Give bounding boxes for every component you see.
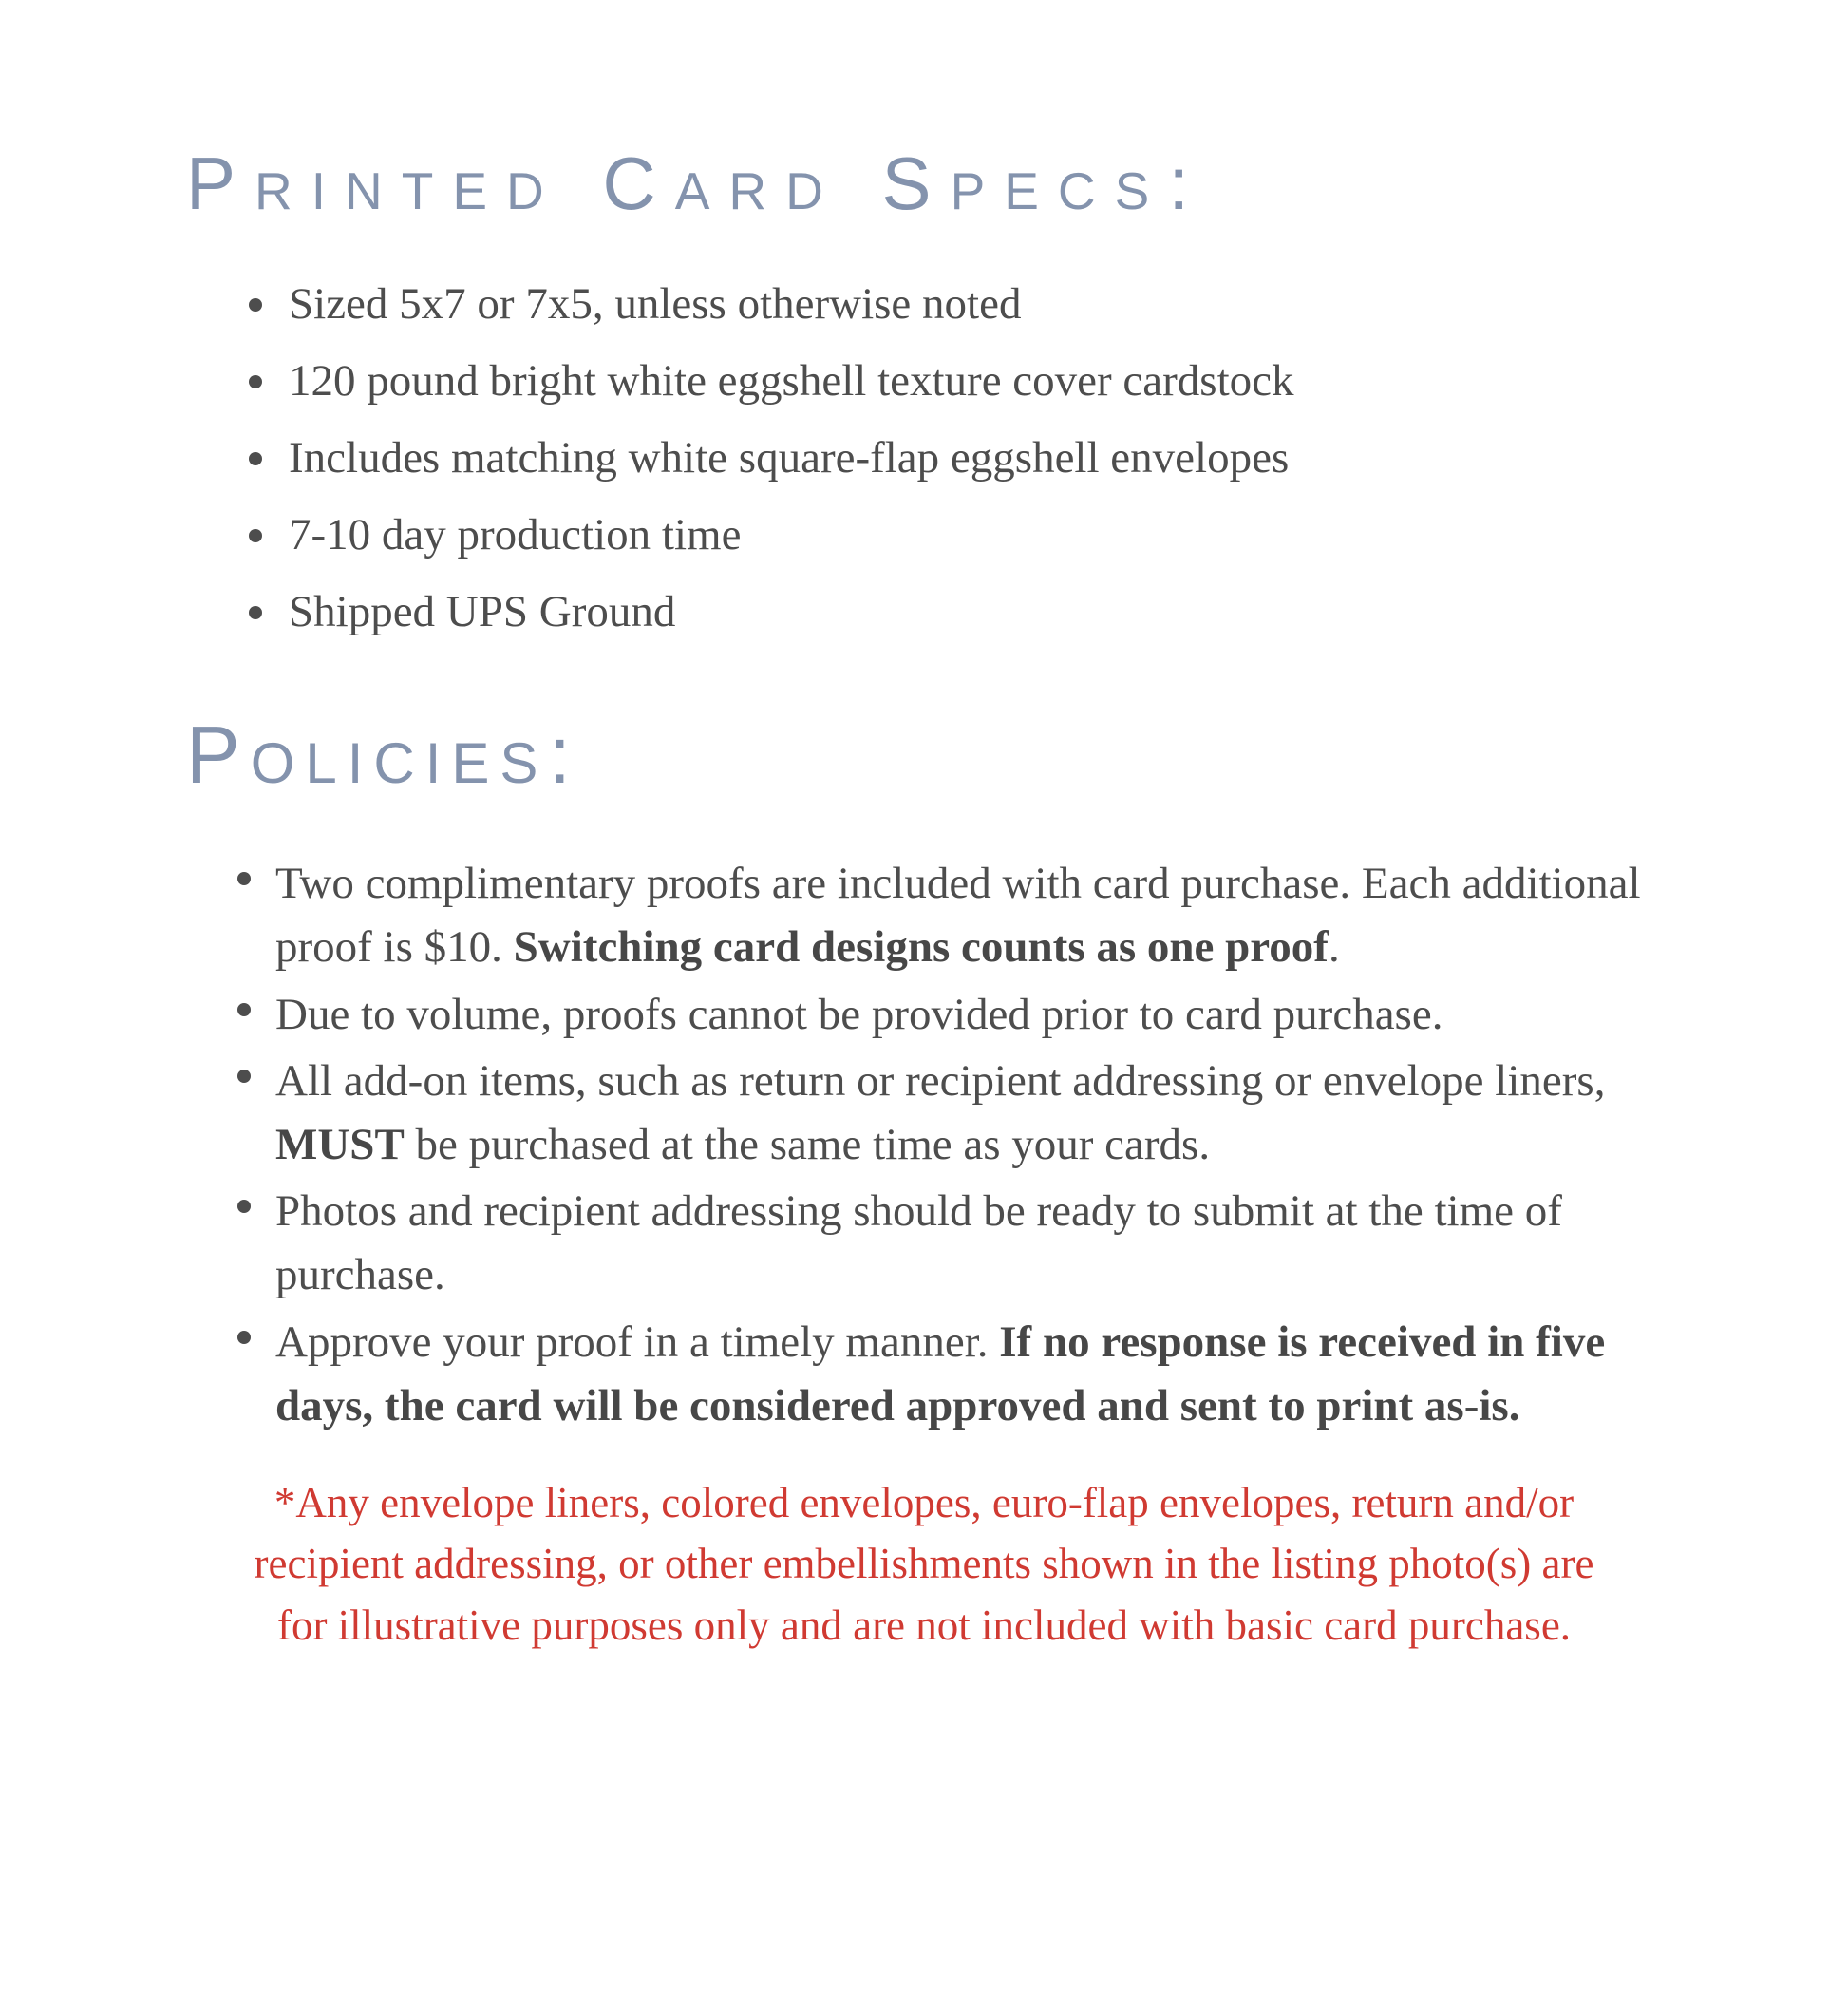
specs-heading: Printed Card Specs: bbox=[186, 142, 1209, 225]
disclaimer-line: recipient addressing, or other embellishments shown in the listing photo(s) are bbox=[254, 1540, 1594, 1588]
policy-item bbox=[237, 852, 1700, 979]
policy-text: All add-on items, such as return or recipient addressing or envelope liners, bbox=[275, 1055, 1606, 1106]
policies-heading: Policies: bbox=[186, 710, 582, 802]
disclaimer-line: *Any envelope liners, colored envelopes, euro-flap envelopes, return and/or bbox=[273, 1479, 1575, 1527]
policies-list bbox=[0, 852, 1848, 1438]
policy-item bbox=[237, 983, 1700, 1047]
policy-text: Approve your proof in a timely manner. bbox=[275, 1317, 1000, 1367]
policy-item bbox=[237, 1311, 1700, 1438]
spec-item: Sized 5x7 or 7x5, unless otherwise noted bbox=[249, 278, 1848, 330]
policy-text: Due to volume, proofs cannot be provided prior to card purchase. bbox=[275, 989, 1443, 1039]
disclaimer bbox=[0, 1472, 1848, 1656]
info-card bbox=[0, 141, 1848, 1989]
policy-text-bold: MUST bbox=[275, 1120, 405, 1170]
disclaimer-line: for illustrative purposes only and are not included with basic card purchase. bbox=[276, 1601, 1572, 1649]
spec-item: Shipped UPS Ground bbox=[249, 586, 1848, 637]
spec-item: 120 pound bright white eggshell texture cover cardstock bbox=[249, 355, 1848, 407]
spec-item: Includes matching white square-flap eggshell envelopes bbox=[249, 432, 1848, 483]
policy-text: Two complimentary proofs are included with card purchase. Each additional proof is $10. bbox=[275, 859, 1641, 973]
policy-text-bold: If no response is received in five days, the card will be considered approved and sent to print as-is. bbox=[275, 1317, 1606, 1430]
spec-item: 7-10 day production time bbox=[249, 509, 1848, 560]
policy-text: . bbox=[1328, 922, 1340, 973]
policy-item bbox=[237, 1180, 1700, 1307]
specs-list bbox=[0, 278, 1848, 637]
policy-text-bold: Switching card designs counts as one proof bbox=[513, 922, 1329, 973]
policy-item bbox=[237, 1050, 1700, 1177]
policy-text: be purchased at the same time as your cards. bbox=[404, 1120, 1211, 1170]
policy-text: Photos and recipient addressing should be ready to submit at the time of purchase. bbox=[275, 1186, 1562, 1300]
